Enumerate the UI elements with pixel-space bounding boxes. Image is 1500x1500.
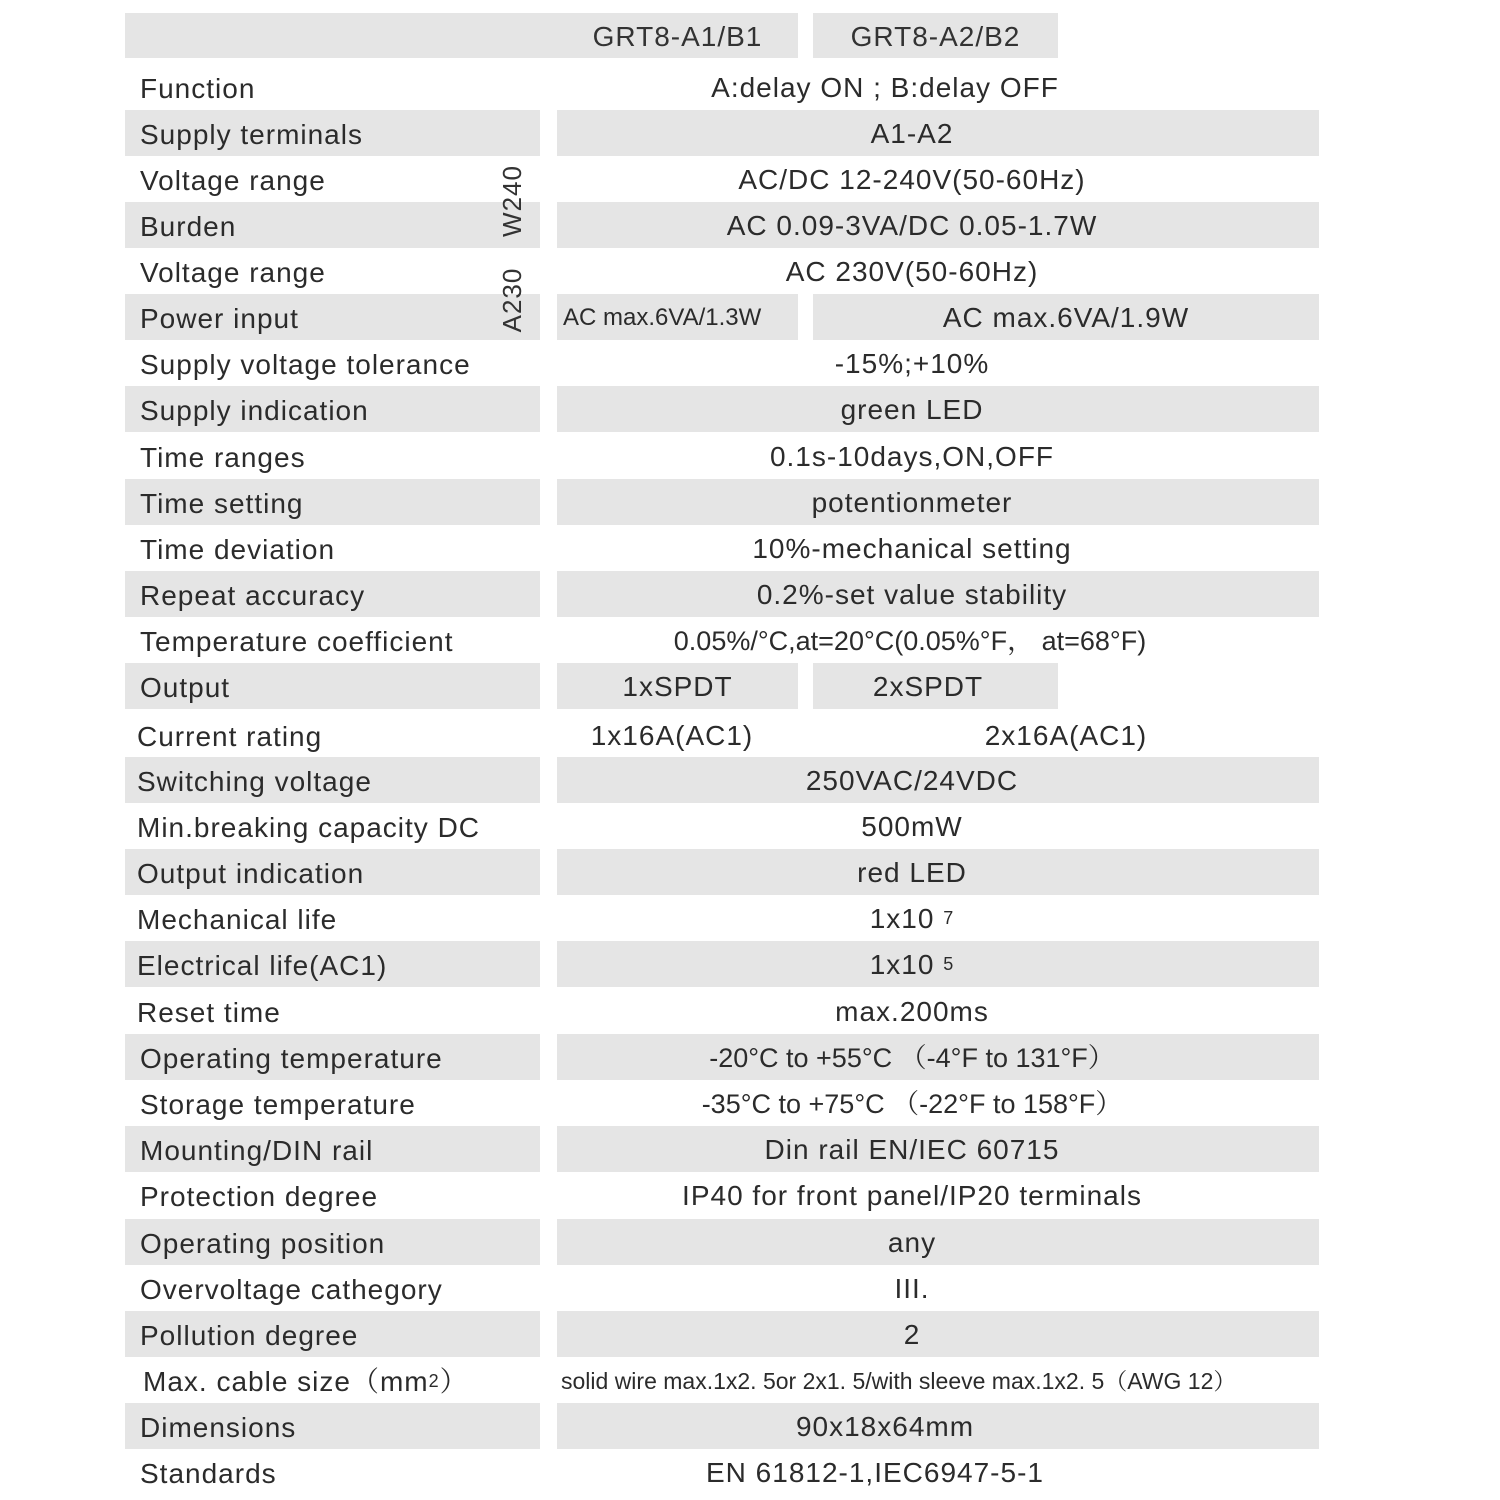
spec-value: 500mW — [861, 811, 963, 842]
spec-value — [557, 895, 1267, 941]
spec-row-time-ranges — [0, 433, 1500, 479]
spec-value: IP40 for front panel/IP20 terminals — [682, 1180, 1142, 1211]
spec-label: Output — [140, 672, 231, 703]
spec-label: Repeat accuracy — [140, 580, 366, 611]
spec-label: Mounting/DIN rail — [140, 1135, 374, 1166]
spec-value: EN 61812-1,IEC6947-5-1 — [706, 1457, 1044, 1488]
spec-value: A1-A2 — [870, 118, 954, 149]
spec-row-supply-terminals — [0, 110, 1500, 156]
spec-label — [143, 1357, 469, 1403]
spec-value-col2: 2xSPDT — [872, 671, 984, 702]
spec-label: Operating position — [140, 1228, 386, 1259]
spec-row-function — [0, 64, 1500, 110]
spec-label: Switching voltage — [137, 766, 372, 797]
spec-value: Din rail EN/IEC 60715 — [764, 1134, 1060, 1165]
spec-value: 10%-mechanical setting — [752, 533, 1072, 564]
spec-label: Supply indication — [140, 395, 369, 426]
spec-row-mounting — [0, 1126, 1500, 1172]
spec-label: Dimensions — [140, 1412, 297, 1443]
spec-value: solid wire max.1x2. 5or 2x1. 5/with sleeve max.1x2. 5（AWG 12） — [561, 1368, 1237, 1394]
side-label-w240: W240 — [497, 165, 527, 237]
spec-value: potentionmeter — [811, 487, 1013, 518]
spec-label: Output indication — [137, 858, 365, 889]
spec-row-voltage-range-a230 — [0, 248, 1500, 294]
spec-row-reset-time — [0, 988, 1500, 1034]
spec-row-protection-degree — [0, 1172, 1500, 1218]
spec-label: Temperature coefficient — [140, 626, 454, 657]
spec-label: Voltage range — [140, 257, 326, 288]
spec-label: Standards — [140, 1458, 277, 1489]
spec-row-repeat-accuracy — [0, 571, 1500, 617]
spec-row-temperature-coefficient — [0, 617, 1500, 663]
spec-value: III. — [894, 1273, 930, 1304]
spec-value: AC 0.09-3VA/DC 0.05-1.7W — [726, 210, 1098, 241]
spec-row-mechanical-life — [0, 895, 1500, 941]
spec-value: 250VAC/24VDC — [805, 765, 1019, 796]
spec-label: Voltage range — [140, 165, 326, 196]
spec-label: Overvoltage cathegory — [140, 1274, 443, 1305]
spec-row-output-indication — [0, 849, 1500, 895]
spec-label: Protection degree — [140, 1181, 379, 1212]
spec-value: AC 230V(50-60Hz) — [785, 256, 1039, 287]
spec-row-time-deviation — [0, 525, 1500, 571]
spec-value: green LED — [840, 394, 984, 425]
spec-value — [557, 941, 1267, 987]
spec-row-operating-temperature — [0, 1034, 1500, 1080]
spec-row-time-setting — [0, 479, 1500, 525]
spec-row-electrical-life — [0, 941, 1500, 987]
spec-label-exponent: 2 — [428, 1371, 440, 1391]
spec-value: 0.2%-set value stability — [756, 579, 1068, 610]
spec-row-storage-temperature — [0, 1080, 1500, 1126]
header-col1: GRT8-A1/B1 — [592, 21, 763, 52]
spec-label: Mechanical life — [137, 904, 338, 935]
spec-value-base: 1x10 — [869, 949, 935, 980]
spec-value-col1: AC max.6VA/1.3W — [563, 304, 762, 331]
spec-row-min-breaking-capacity — [0, 803, 1500, 849]
spec-label: Operating temperature — [140, 1043, 443, 1074]
spec-row-operating-position — [0, 1219, 1500, 1265]
side-label-a230: A230 — [497, 267, 527, 333]
spec-row-current-rating — [0, 712, 1500, 758]
spec-row-burden — [0, 202, 1500, 248]
spec-label: Time deviation — [140, 534, 336, 565]
spec-value-col1: 1xSPDT — [622, 671, 733, 702]
spec-value-exponent: 7 — [943, 908, 955, 928]
spec-value: AC/DC 12-240V(50-60Hz) — [738, 164, 1086, 195]
header-col2: GRT8-A2/B2 — [850, 21, 1021, 52]
spec-value: -15%;+10% — [834, 348, 990, 379]
spec-value: 90x18x64mm — [795, 1411, 975, 1442]
spec-value: -20°C to +55°C （-4°F to 131°F） — [709, 1043, 1115, 1073]
spec-label: Min.breaking capacity DC — [137, 812, 481, 843]
spec-value: 2 — [903, 1319, 921, 1350]
spec-label-text: Max. cable size（mm — [143, 1366, 429, 1397]
spec-label: Current rating — [137, 721, 323, 752]
spec-row-supply-voltage-tolerance — [0, 340, 1500, 386]
spec-value-col2: 2x16A(AC1) — [984, 720, 1148, 751]
spec-value-col1: 1x16A(AC1) — [590, 720, 754, 751]
spec-row-supply-indication — [0, 386, 1500, 432]
spec-label: Function — [140, 73, 256, 104]
spec-label: Time ranges — [140, 442, 306, 473]
spec-value: red LED — [857, 857, 967, 888]
spec-row-output — [0, 663, 1500, 709]
spec-row-power-input — [0, 294, 1500, 340]
spec-label: Supply terminals — [140, 119, 363, 150]
spec-row-overvoltage-category — [0, 1265, 1500, 1311]
spec-label: Pollution degree — [140, 1320, 359, 1351]
spec-label: Storage temperature — [140, 1089, 416, 1120]
spec-label: Supply voltage tolerance — [140, 349, 471, 380]
spec-label-end: ） — [439, 1366, 469, 1397]
spec-value: 0.05%/°C,at=20°C(0.05%°F， at=68°F) — [673, 626, 1147, 656]
spec-row-dimensions — [0, 1403, 1500, 1449]
spec-value: -35°C to +75°C （-22°F to 158°F） — [701, 1089, 1123, 1119]
spec-row-pollution-degree — [0, 1311, 1500, 1357]
spec-label: Burden — [140, 211, 237, 242]
spec-value-col2: AC max.6VA/1.9W — [942, 302, 1190, 333]
spec-value-base: 1x10 — [869, 903, 935, 934]
spec-label: Time setting — [140, 488, 304, 519]
spec-value: A:delay ON ; B:delay OFF — [711, 72, 1059, 103]
spec-label: Power input — [140, 303, 299, 334]
spec-label: Electrical life(AC1) — [137, 950, 388, 981]
spec-value: 0.1s-10days,ON,OFF — [769, 441, 1055, 472]
spec-value-exponent: 5 — [943, 954, 955, 974]
spec-label: Reset time — [137, 997, 281, 1028]
spec-value: any — [887, 1227, 937, 1258]
spec-row-switching-voltage — [0, 757, 1500, 803]
spec-row-voltage-range-w240 — [0, 156, 1500, 202]
spec-row-standards — [0, 1449, 1500, 1495]
spec-value: max.200ms — [835, 996, 989, 1027]
spec-row-max-cable-size — [0, 1357, 1500, 1403]
